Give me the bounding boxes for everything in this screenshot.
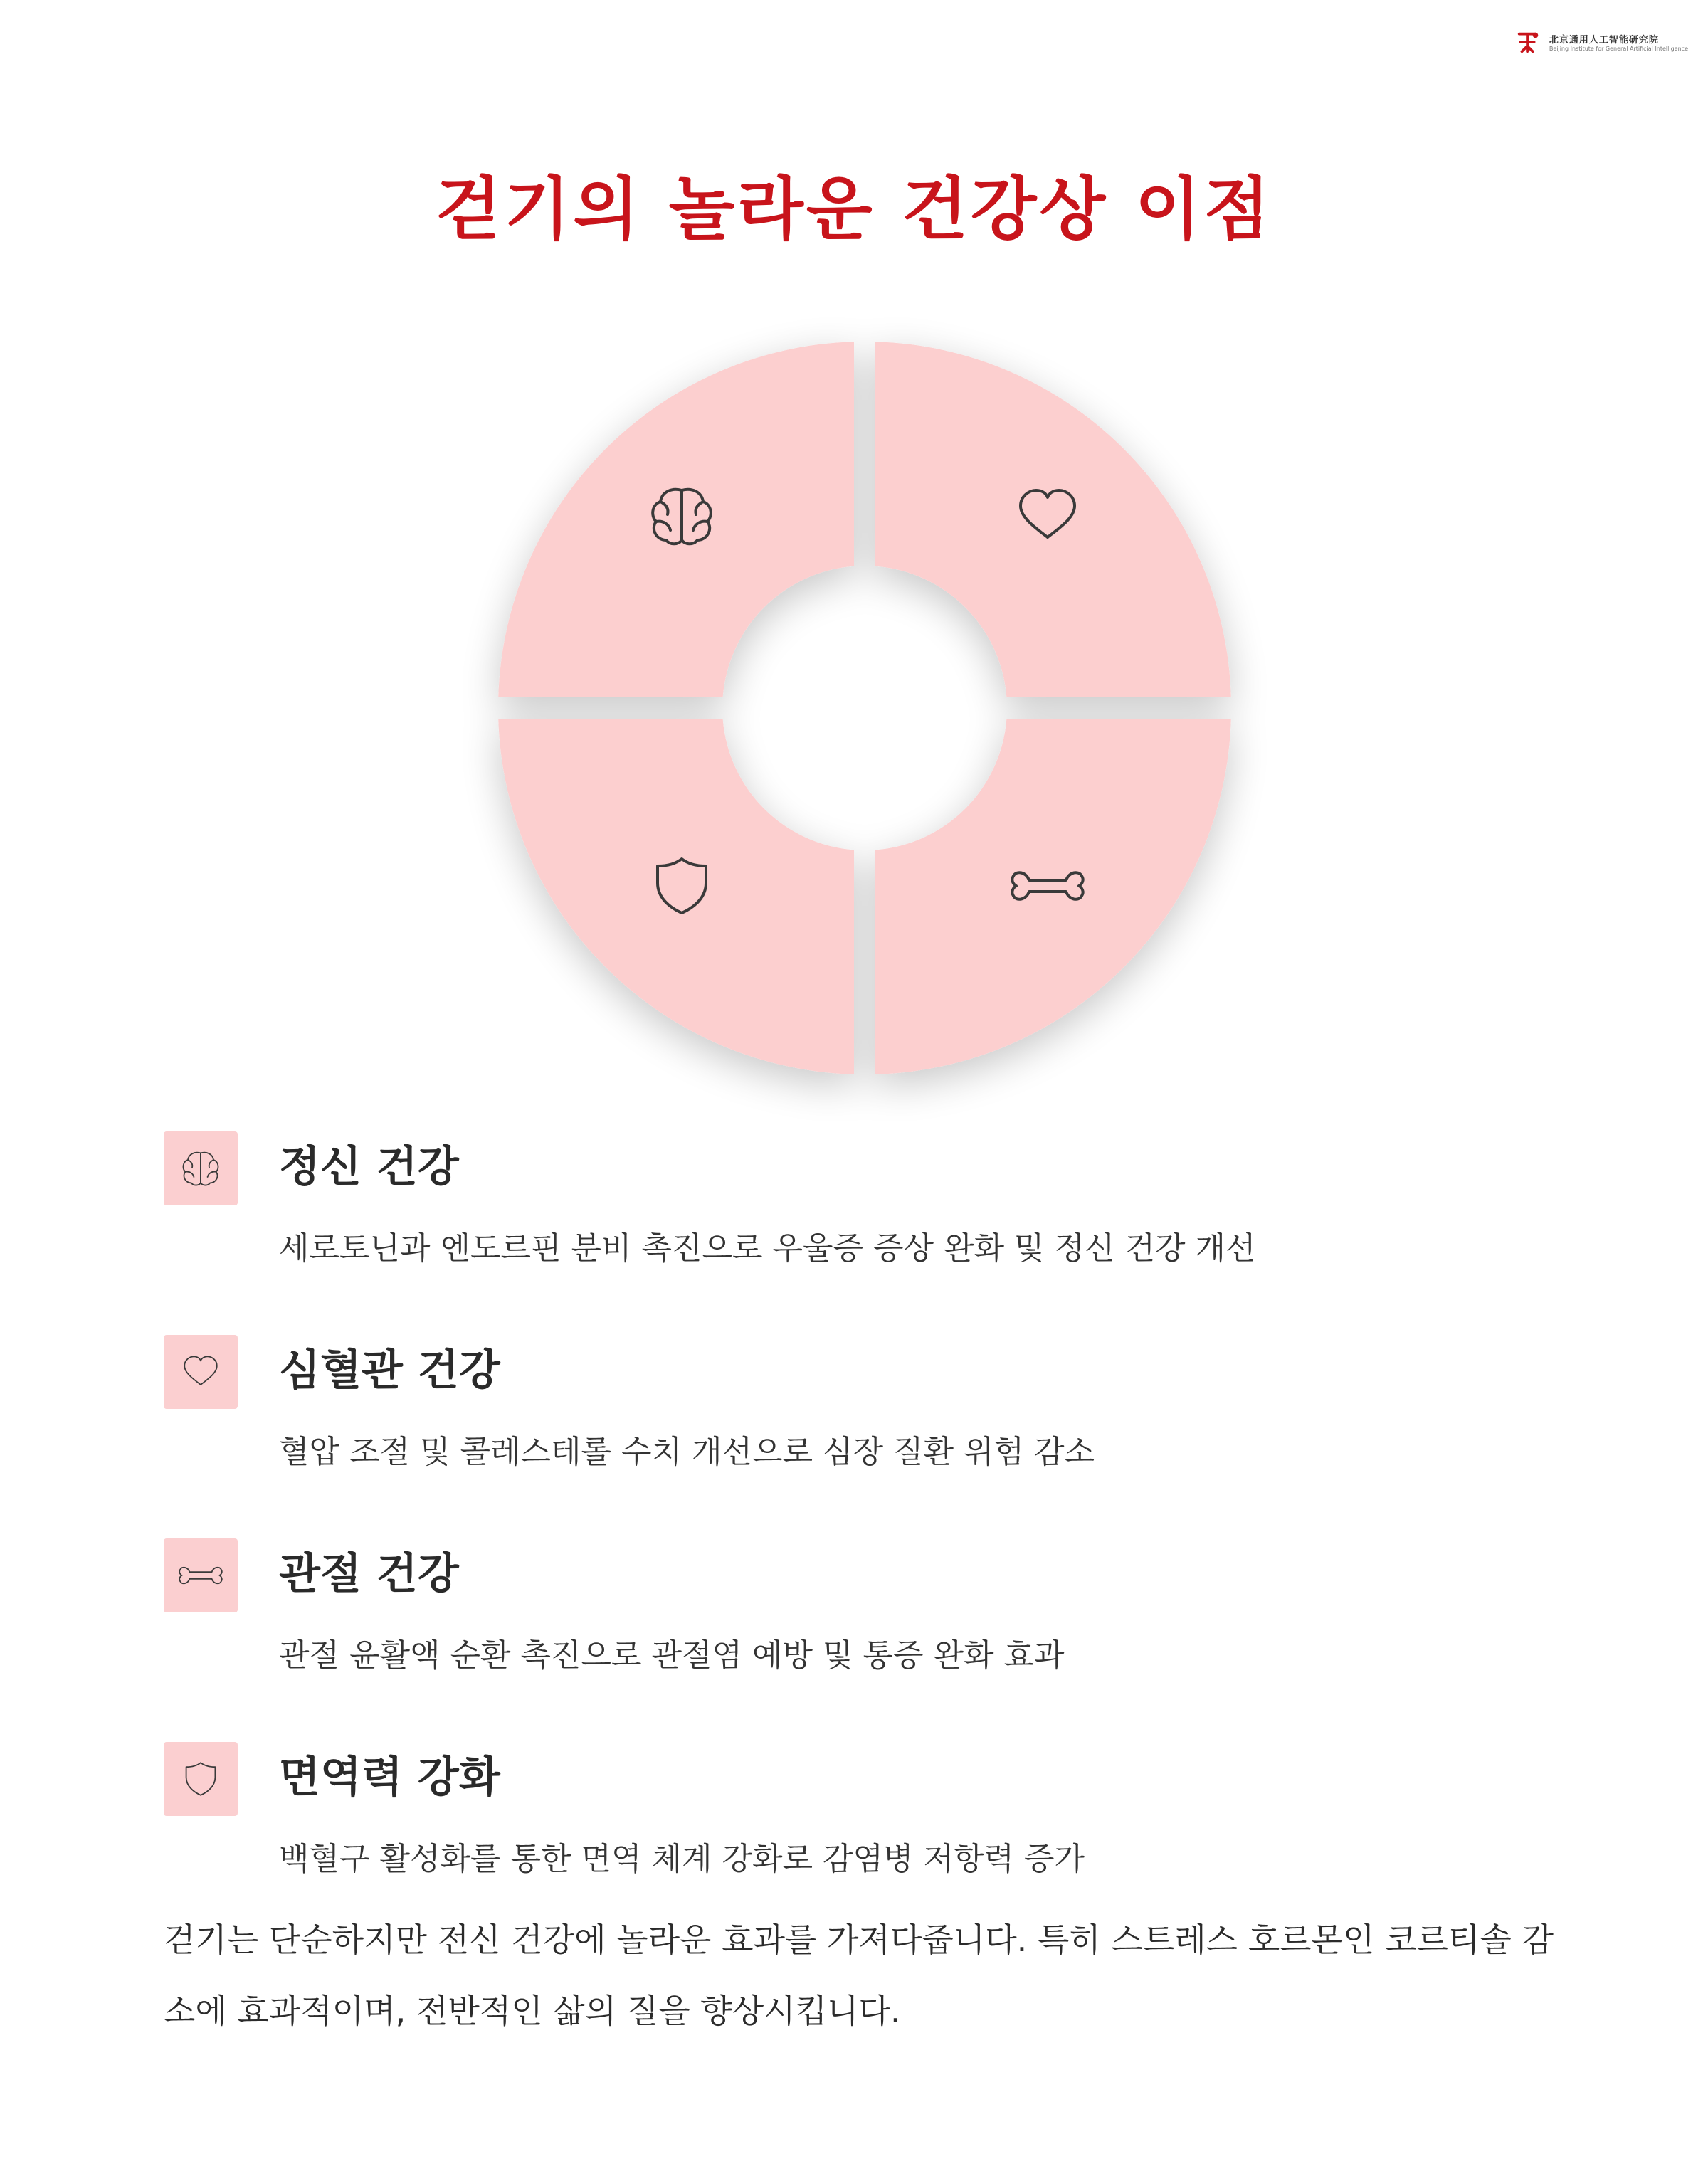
benefit-title: 정신 건강: [279, 1142, 459, 1192]
bone-icon: [164, 1538, 238, 1612]
institute-logo-mark: [1515, 28, 1542, 56]
benefit-icon-tile: [164, 1742, 238, 1816]
institute-logo: [1515, 28, 1688, 56]
ring-segment-top-right: [875, 342, 1231, 697]
benefit-description: 세로토닌과 엔도르핀 분비 촉진으로 우울증 증상 완화 및 정신 건강 개선: [279, 1230, 1256, 1267]
brain-icon: [164, 1131, 238, 1205]
summary-paragraph: 걷기는 단순하지만 전신 건강에 놀라운 효과를 가져다줍니다. 특히 스트레스 호르몬인 코르티솔 감소에 효과적이며, 전반적인 삶의 질을 향상시킵니다.: [164, 1921, 1554, 2030]
heart-icon: [164, 1335, 238, 1409]
institute-name-cn: 北京通用人工智能研究院: [1549, 35, 1659, 46]
benefit-description: 백혈구 활성화를 통한 면역 체계 강화로 감염병 저항력 증가: [279, 1841, 1085, 1877]
benefit-title: 관절 건강: [279, 1549, 459, 1599]
benefit-icon-tile: [164, 1131, 238, 1205]
ring-segment-bottom-right: [875, 719, 1231, 1074]
benefit-title: 심혈관 건강: [279, 1346, 500, 1395]
page-title: 걷기의 놀라운 건강상 이점: [435, 169, 1273, 249]
benefits-ring-diagram: [427, 270, 1302, 1146]
institute-name-en: Beijing Institute for General Artificial Intelligence: [1549, 46, 1688, 52]
benefit-description: 관절 윤활액 순환 촉진으로 관절염 예방 및 통증 완화 효과: [279, 1637, 1065, 1674]
shield-icon: [164, 1742, 238, 1816]
benefit-icon-tile: [164, 1538, 238, 1612]
benefit-icon-tile: [164, 1335, 238, 1409]
ring-segment-bottom-left: [498, 719, 854, 1074]
benefit-description: 혈압 조절 및 콜레스테롤 수치 개선으로 심장 질환 위험 감소: [279, 1434, 1095, 1470]
ring-segment-top-left: [498, 342, 854, 697]
benefit-title: 면역력 강화: [279, 1753, 500, 1802]
